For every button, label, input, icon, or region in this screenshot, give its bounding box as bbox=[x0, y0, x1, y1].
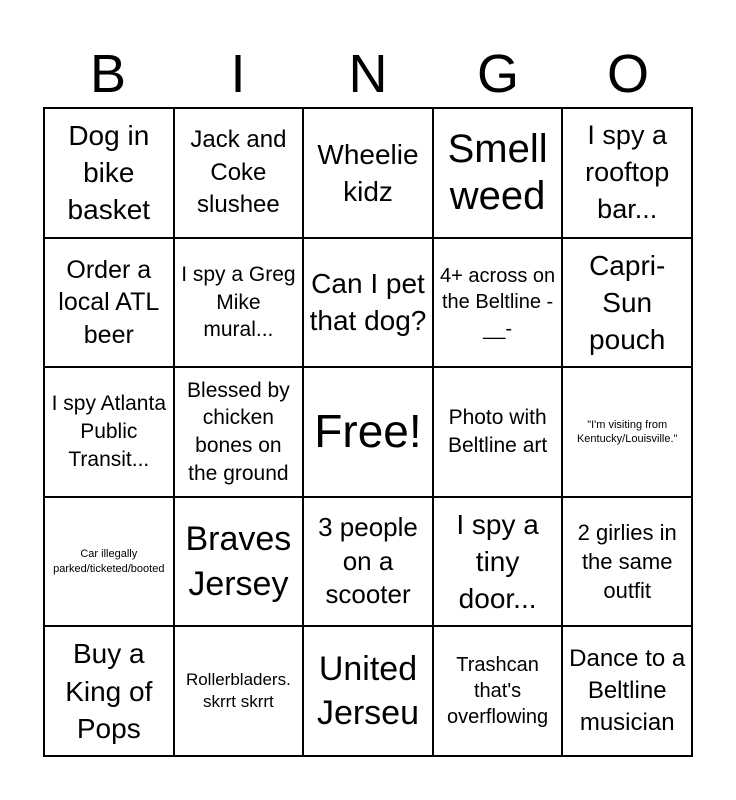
bingo-cell[interactable]: Car illegally parked/ticketed/booted bbox=[44, 497, 174, 627]
bingo-cell[interactable]: Braves Jersey bbox=[174, 497, 304, 627]
bingo-cell[interactable]: I spy a Greg Mike mural... bbox=[174, 238, 304, 368]
bingo-cell[interactable]: I spy a rooftop bar... bbox=[562, 108, 692, 238]
bingo-cell[interactable]: Dance to a Beltline musician bbox=[562, 626, 692, 756]
header-letter-o: O bbox=[606, 44, 649, 104]
bingo-cell[interactable]: I spy a tiny door... bbox=[433, 497, 563, 627]
header-letter-n: N bbox=[348, 44, 388, 104]
bingo-cell[interactable]: Smell weed bbox=[433, 108, 563, 238]
bingo-cell[interactable]: Can I pet that dog? bbox=[303, 238, 433, 368]
header-letter-i: I bbox=[230, 44, 246, 104]
bingo-cell[interactable]: Blessed by chicken bones on the ground bbox=[174, 367, 304, 497]
header-letter-b: B bbox=[89, 44, 127, 104]
bingo-cell[interactable]: Wheelie kidz bbox=[303, 108, 433, 238]
bingo-cell[interactable]: Photo with Beltline art bbox=[433, 367, 563, 497]
bingo-board bbox=[43, 107, 693, 757]
header-letter-g: G bbox=[476, 44, 519, 104]
bingo-cell[interactable]: Jack and Coke slushee bbox=[174, 108, 304, 238]
bingo-cell[interactable]: I spy Atlanta Public Transit... bbox=[44, 367, 174, 497]
bingo-cell[interactable]: Trashcan that's overflowing bbox=[433, 626, 563, 756]
bingo-cell[interactable]: Order a local ATL beer bbox=[44, 238, 174, 368]
bingo-cell[interactable]: Rollerbladers. skrrt skrrt bbox=[174, 626, 304, 756]
bingo-header bbox=[43, 40, 693, 108]
bingo-cell[interactable]: 3 people on a scooter bbox=[303, 497, 433, 627]
bingo-cell[interactable]: Dog in bike basket bbox=[44, 108, 174, 238]
bingo-cell[interactable]: 4+ across on the Beltline -__- bbox=[433, 238, 563, 368]
bingo-cell[interactable]: Buy a King of Pops bbox=[44, 626, 174, 756]
bingo-cell[interactable]: United Jerseu bbox=[303, 626, 433, 756]
bingo-cell[interactable]: "I'm visiting from Kentucky/Louisville." bbox=[562, 367, 692, 497]
bingo-cell[interactable]: Capri-Sun pouch bbox=[562, 238, 692, 368]
bingo-cell[interactable]: 2 girlies in the same outfit bbox=[562, 497, 692, 627]
bingo-cell-free[interactable]: Free! bbox=[303, 367, 433, 497]
